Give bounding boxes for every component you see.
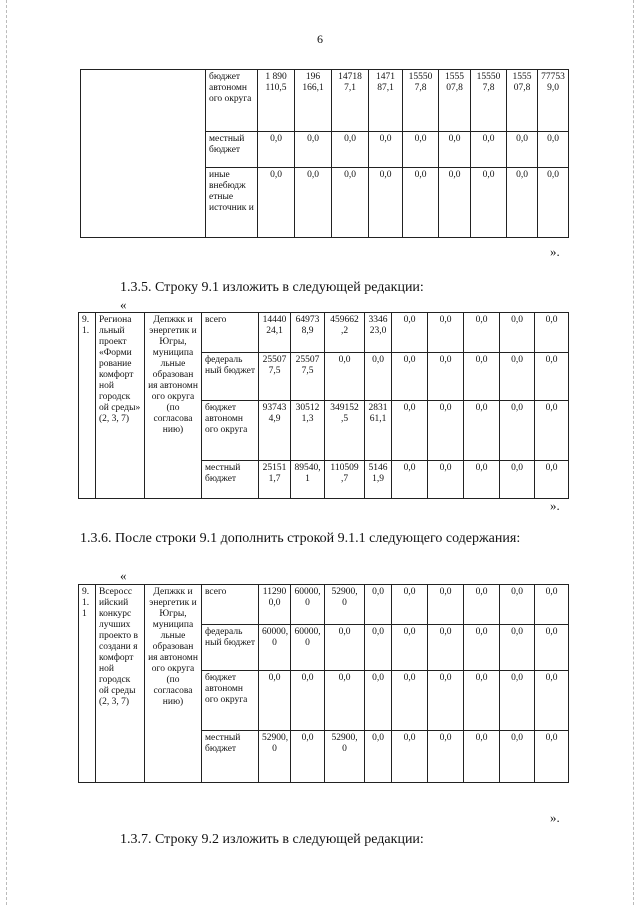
value-cell: 0,0 [535,731,569,783]
value-cell: 0,0 [500,731,535,783]
value-cell: 0,0 [428,313,464,353]
value-cell: 0,0 [392,401,428,461]
source-label: федераль ный бюджет [202,625,259,671]
value-cell: 0,0 [439,132,471,168]
value-cell: 60000, 0 [291,585,325,625]
value-cell: 52900, 0 [259,731,291,783]
value-cell: 0,0 [428,401,464,461]
value-cell: 349152 ,5 [325,401,365,461]
value-cell: 93743 4,9 [259,401,291,461]
source-label: всего [202,313,259,353]
value-cell: 0,0 [365,671,392,731]
source-label: федераль ный бюджет [202,353,259,401]
value-cell: 0,0 [258,132,295,168]
value-cell: 0,0 [464,731,500,783]
value-cell: 0,0 [500,353,535,401]
page-number: 6 [317,32,323,46]
closing-quote: ». [550,810,560,825]
value-cell: 25151 1,7 [259,461,291,499]
section-heading-1-3-7: 1.3.7. Строку 9.2 изложить в следующей редакции: [120,832,424,847]
section-heading-1-3-6: 1.3.6. После строки 9.1 дополнить строкой 9.1.1 следующего содержания: [80,531,521,546]
table-row [81,70,569,132]
value-cell: 60000, 0 [259,625,291,671]
value-cell: 0,0 [392,313,428,353]
value-cell: 0,0 [507,168,538,238]
value-cell: 0,0 [507,132,538,168]
value-cell: 0,0 [392,353,428,401]
value-cell: 0,0 [369,132,403,168]
value-cell: 89540, 1 [291,461,325,499]
value-cell: 77753 9,0 [538,70,569,132]
value-cell: 0,0 [471,168,507,238]
value-cell: 0,0 [500,671,535,731]
value-cell: 0,0 [464,671,500,731]
source-label: всего [202,585,259,625]
source-label: бюджет автономн ого округа [202,671,259,731]
closing-quote: ». [550,498,560,513]
row-number: 9. 1. 1 [79,585,96,783]
source-label: бюджет автономн ого округа [202,401,259,461]
value-cell: 0,0 [392,625,428,671]
value-cell: 11290 0,0 [259,585,291,625]
value-cell: 0,0 [538,168,569,238]
value-cell: 60000, 0 [291,625,325,671]
funding-table-row-9-1-1 [78,584,569,783]
value-cell: 0,0 [535,585,569,625]
empty-cell [81,70,206,238]
value-cell: 0,0 [392,461,428,499]
value-cell: 0,0 [500,313,535,353]
table-row [79,313,569,353]
value-cell: 52900, 0 [325,731,365,783]
value-cell: 0,0 [464,585,500,625]
value-cell: 1471 87,1 [369,70,403,132]
executor: Депжкк и энергетик и Югры, муниципа льные образован ия автономн ого округа (по согласова нию) [145,585,202,783]
value-cell: 1555 07,8 [439,70,471,132]
value-cell: 2831 61,1 [365,401,392,461]
value-cell: 0,0 [464,353,500,401]
value-cell: 0,0 [464,313,500,353]
closing-quote: ». [550,244,560,259]
value-cell: 0,0 [325,353,365,401]
value-cell: 15550 7,8 [471,70,507,132]
source-label: иные внебюдж етные источник и [206,168,258,238]
value-cell: 0,0 [471,132,507,168]
value-cell: 0,0 [500,585,535,625]
value-cell: 1 890 110,5 [258,70,295,132]
value-cell: 0,0 [535,401,569,461]
value-cell: 0,0 [392,585,428,625]
value-cell: 0,0 [538,132,569,168]
executor: Депжкк и энергетик и Югры, муниципа льные образован ия автономн ого округа (по согласова нию) [145,313,202,499]
value-cell: 0,0 [259,671,291,731]
value-cell: 0,0 [464,401,500,461]
value-cell: 0,0 [325,625,365,671]
value-cell: 0,0 [428,671,464,731]
value-cell: 0,0 [295,168,332,238]
row-number: 9. 1. [79,313,96,499]
value-cell: 14440 24,1 [259,313,291,353]
table-row [79,585,569,625]
value-cell: 459662 ,2 [325,313,365,353]
value-cell: 0,0 [365,585,392,625]
project-name: Регионa льный проект «Форми рование комфорт ной городск ой среды» (2, 3, 7) [96,313,145,499]
value-cell: 25507 7,5 [259,353,291,401]
value-cell: 14718 7,1 [332,70,369,132]
value-cell: 52900, 0 [325,585,365,625]
value-cell: 0,0 [332,132,369,168]
value-cell: 0,0 [464,461,500,499]
value-cell: 0,0 [428,461,464,499]
value-cell: 0,0 [500,625,535,671]
opening-quote: « [120,568,127,583]
value-cell: 30512 1,3 [291,401,325,461]
value-cell: 0,0 [291,671,325,731]
value-cell: 0,0 [403,168,439,238]
value-cell: 0,0 [258,168,295,238]
section-heading-1-3-5: 1.3.5. Строку 9.1 изложить в следующей редакции: [120,280,424,295]
funding-table-continuation [80,69,569,238]
value-cell: 0,0 [365,353,392,401]
value-cell: 15550 7,8 [403,70,439,132]
value-cell: 0,0 [291,731,325,783]
value-cell: 0,0 [392,731,428,783]
value-cell: 0,0 [464,625,500,671]
source-label: местный бюджет [202,461,259,499]
value-cell: 0,0 [403,132,439,168]
value-cell: 0,0 [535,461,569,499]
value-cell: 0,0 [325,671,365,731]
source-label: бюджет автономн ого округа [206,70,258,132]
value-cell: 0,0 [365,731,392,783]
page-edge-left [6,0,7,905]
value-cell: 0,0 [500,401,535,461]
value-cell: 0,0 [500,461,535,499]
value-cell: 25507 7,5 [291,353,325,401]
value-cell: 0,0 [365,625,392,671]
value-cell: 0,0 [369,168,403,238]
funding-table-row-9-1 [78,312,569,499]
source-label: местный бюджет [202,731,259,783]
source-label: местный бюджет [206,132,258,168]
value-cell: 0,0 [428,625,464,671]
value-cell: 0,0 [535,625,569,671]
value-cell: 110509 ,7 [325,461,365,499]
page-edge-right [633,0,634,905]
value-cell: 1555 07,8 [507,70,538,132]
value-cell: 0,0 [392,671,428,731]
value-cell: 0,0 [428,353,464,401]
value-cell: 0,0 [295,132,332,168]
opening-quote: « [120,297,127,312]
value-cell: 3346 23,0 [365,313,392,353]
value-cell: 0,0 [428,731,464,783]
value-cell: 0,0 [332,168,369,238]
project-name: Всеросс ийский конкурс лучших проекто в создани я комфорт ной городск ой среды (2, 3, 7) [96,585,145,783]
value-cell: 5146 1,9 [365,461,392,499]
value-cell: 0,0 [439,168,471,238]
value-cell: 0,0 [535,671,569,731]
value-cell: 0,0 [535,313,569,353]
value-cell: 0,0 [428,585,464,625]
value-cell: 64973 8,9 [291,313,325,353]
value-cell: 196 166,1 [295,70,332,132]
value-cell: 0,0 [535,353,569,401]
